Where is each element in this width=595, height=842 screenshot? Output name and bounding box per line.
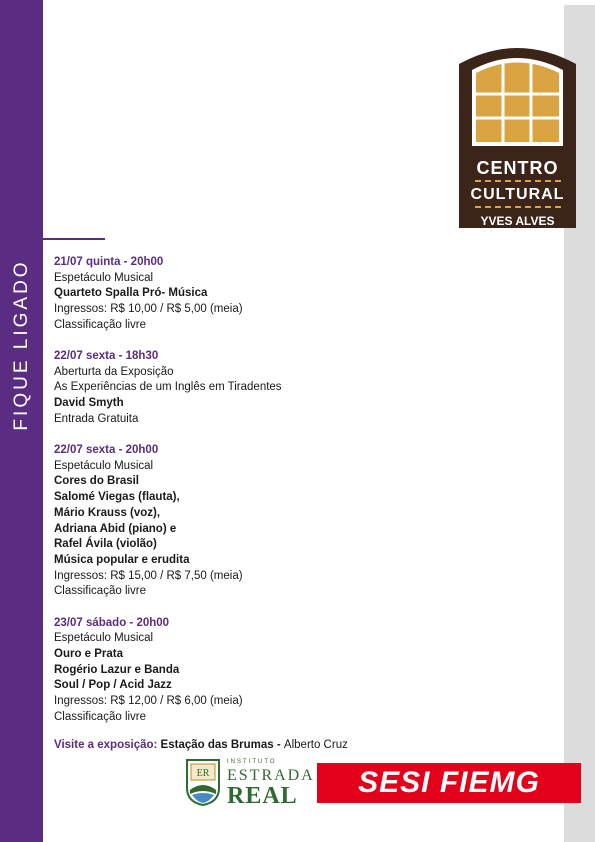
event-line: Rafel Ávila (violão) (54, 538, 157, 551)
event-line: Ouro e Prata (54, 647, 124, 660)
er-estrada: ESTRADA (227, 767, 315, 784)
svg-text:ER: ER (196, 768, 210, 779)
sidebar-title: FIQUE LIGADO (11, 259, 32, 431)
event-line: Espetáculo Musical (54, 459, 154, 472)
event-block (54, 443, 374, 600)
event-line: David Smyth (54, 397, 124, 410)
event-line: Rogério Lazur e Banda (54, 663, 180, 676)
event-date: 21/07 quinta - 20h00 (54, 256, 164, 268)
event-line: Classificação livre (54, 710, 147, 723)
divider-horizontal (43, 238, 105, 240)
logo-line-cultural: CULTURAL (470, 186, 565, 203)
event-line: Soul / Pop / Acid Jazz (54, 679, 172, 692)
event-line: Adriana Abid (piano) e (54, 522, 177, 535)
logo-dash (475, 180, 561, 182)
event-date: 22/07 sexta - 18h30 (54, 350, 159, 363)
event-line: Espetáculo Musical (54, 632, 154, 645)
logo-text (459, 158, 576, 228)
er-instituto: INSTITUTO (227, 759, 277, 765)
event-date: 23/07 sábado - 20h00 (54, 616, 170, 629)
estrada-real-logo (183, 758, 313, 808)
event-line: Ingressos: R$ 12,00 / R$ 6,00 (meia) (54, 695, 243, 708)
visit-author: Alberto Cruz (283, 739, 348, 751)
sidebar-subtitle: PROGRAMAÇÃO SEMANAL (33, 70, 43, 206)
event-line: Ingressos: R$ 15,00 / R$ 7,50 (meia) (54, 569, 243, 582)
divider-vertical (36, 228, 37, 240)
er-real: REAL (227, 783, 298, 809)
event-date: 22/07 sexta - 20h00 (54, 444, 159, 457)
logo-line-centro: CENTRO (476, 158, 559, 178)
event-line: Salomé Viegas (flauta), (54, 491, 180, 504)
event-line: Entrada Gratuita (54, 412, 139, 425)
event-line: As Experiências de um Inglês em Tiradentes (54, 381, 282, 394)
event-line: Classificação livre (54, 585, 147, 598)
estrada-real-emblem-icon (183, 758, 223, 806)
events-list (54, 255, 374, 741)
event-block (54, 255, 374, 334)
event-line: Ingressos: R$ 10,00 / R$ 5,00 (meia) (54, 303, 243, 316)
event-block (54, 349, 374, 428)
visit-exhibition: Visite a exposição: Estação das Brumas - Alberto Cruz (54, 739, 348, 751)
sesi-fiemg-logo (317, 763, 581, 803)
visit-title: Estação das Brumas (160, 739, 274, 751)
visit-label: Visite a exposição: (54, 739, 158, 751)
event-line: Classificação livre (54, 318, 147, 331)
logo-line-yves-alves: YVES ALVES (480, 214, 555, 228)
event-line: Aberturta da Exposição (54, 365, 174, 378)
event-line: Música popular e erudita (54, 553, 190, 566)
logo-dash (475, 206, 561, 208)
event-line: Mário Krauss (voz), (54, 506, 161, 519)
sesi-fiemg-text: SESI FIEMG (358, 766, 540, 799)
event-line: Quarteto Spalla Pró- Música (54, 287, 208, 300)
event-line: Cores do Brasil (54, 475, 139, 488)
event-block (54, 616, 374, 726)
event-line: Espetáculo Musical (54, 271, 154, 284)
